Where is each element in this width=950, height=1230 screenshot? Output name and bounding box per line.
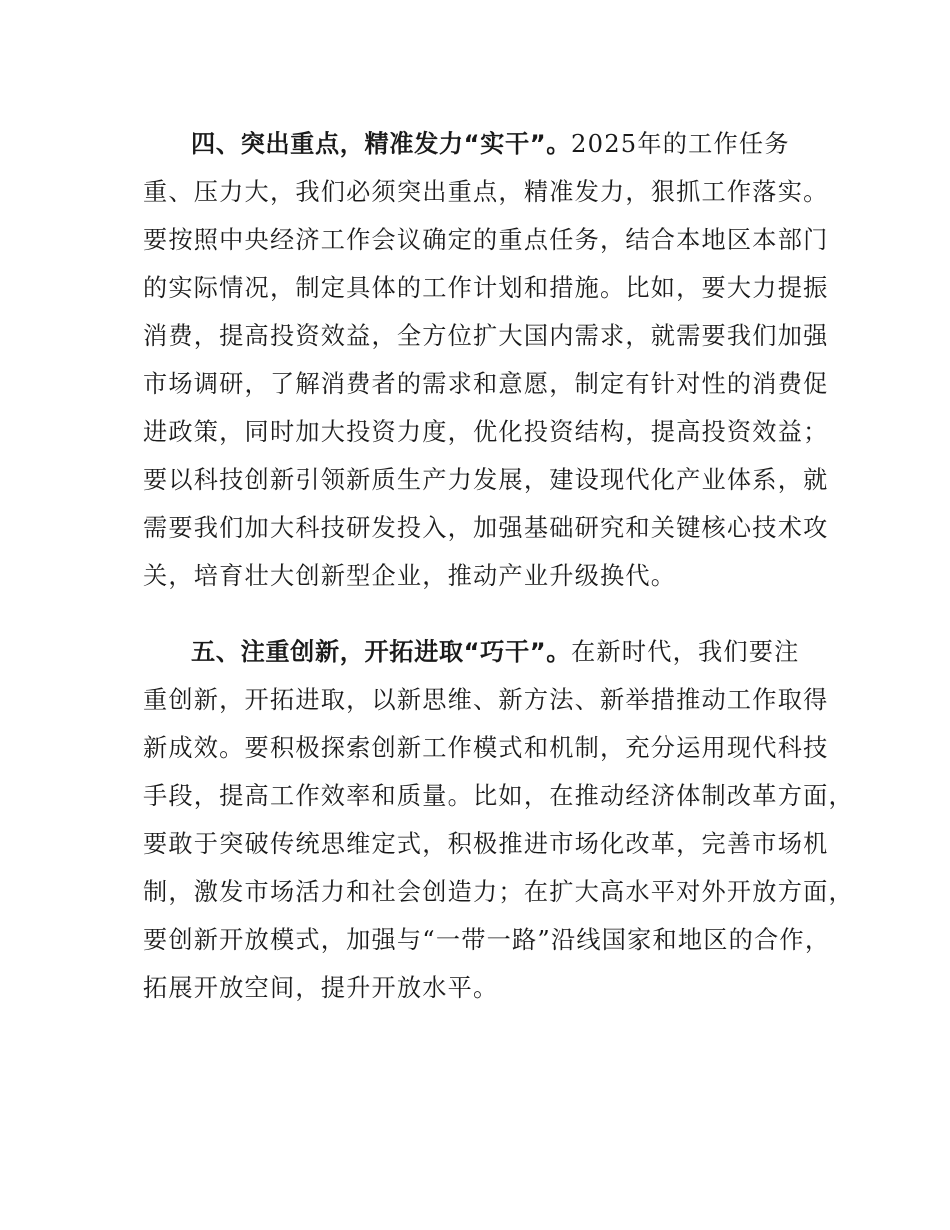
section-5-line-2: 新成效。要积极探索创新工作模式和机制，充分运用现代科技	[143, 734, 829, 762]
section-5-line-4: 要敢于突破传统思维定式，积极推进市场化改革，完善市场机	[143, 830, 829, 858]
section-4-line-9: 关，培育壮大创新型企业，推动产业升级换代。	[143, 562, 677, 590]
section-5-line-7: 拓展开放空间，提升开放水平。	[143, 974, 499, 1002]
section-5-line-5: 制，激发市场活力和社会创造力；在扩大高水平对外开放方面，	[143, 878, 854, 906]
section-5-line-3: 手段，提高工作效率和质量。比如，在推动经济体制改革方面，	[143, 782, 854, 810]
section-4-line-3: 的实际情况，制定具体的工作计划和措施。比如，要大力提振	[143, 274, 829, 302]
section-4-line-4: 消费，提高投资效益，全方位扩大国内需求，就需要我们加强	[143, 322, 829, 350]
section-5-line-6: 要创新开放模式，加强与“一带一路”沿线国家和地区的合作，	[143, 926, 831, 954]
section-4-line-7: 要以科技创新引领新质生产力发展，建设现代化产业体系，就	[143, 466, 829, 494]
section-5-first-line	[191, 632, 871, 672]
section-4-line-8: 需要我们加大科技研发投入，加强基础研究和关键核心技术攻	[143, 514, 829, 542]
section-4-line-1: 重、压力大，我们必须突出重点，精准发力，狠抓工作落实。	[143, 178, 829, 206]
section-5-line-1: 重创新，开拓进取，以新思维、新方法、新举措推动工作取得	[143, 686, 829, 714]
section-4-first-line-text: 2025年的工作任务	[571, 130, 790, 158]
section-4-line-2: 要按照中央经济工作会议确定的重点任务，结合本地区本部门	[143, 226, 829, 254]
section-4-heading: 四、突出重点，精准发力“实干”。	[191, 130, 572, 158]
section-4-first-line	[191, 124, 871, 164]
section-4-line-5: 市场调研，了解消费者的需求和意愿，制定有针对性的消费促	[143, 370, 829, 398]
section-4-line-6: 进政策，同时加大投资力度，优化投资结构，提高投资效益；	[143, 418, 829, 446]
section-5-first-line-text: 在新时代，我们要注	[571, 638, 800, 666]
section-5-heading: 五、注重创新，开拓进取“巧干”。	[191, 638, 572, 666]
